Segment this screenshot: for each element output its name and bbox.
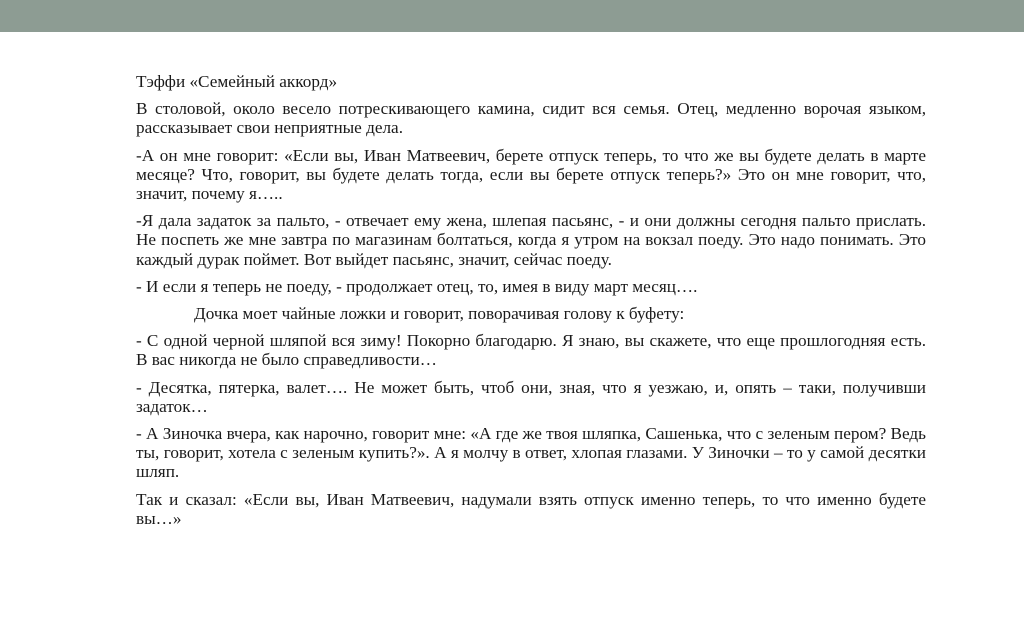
top-banner [0, 0, 1024, 32]
paragraph-4: - И если я теперь не поеду, - продолжает отец, то, имея в виду март месяц…. [136, 276, 698, 296]
document-title: Тэффи «Семейный аккорд» [136, 72, 338, 91]
paragraph-9: Так и сказал: «Если вы, Иван Матвеевич, надумали взять отпуск именно теперь, то что именно будете вы…» [136, 489, 926, 528]
paragraph-3: -Я дала задаток за пальто, - отвечает ему жена, шлепая пасьянс, - и они должны сегодня пальто прислать. Не поспеть же мне завтра по магазинам болтаться, когда я утром на вокзал поеду. Это надо понимать. Это каждый дурак поймет. Вот выйдет пасьянс, значит, сейчас поеду. [136, 211, 926, 269]
paragraph-2: -А он мне говорит: «Если вы, Иван Матвеевич, берете отпуск теперь, то что же вы будете делать в марте месяце? Что, говорит, вы будете делать тогда, если вы берете отпуск теперь?» Это он мне говорит, что, значит, почему я….. [136, 145, 926, 204]
paragraph-5: Дочка моет чайные ложки и говорит, поворачивая голову к буфету: [194, 304, 685, 324]
paragraph-8: - А Зиночка вчера, как нарочно, говорит мне: «А где же твоя шляпка, Сашенька, что с зеленым пером? Ведь ты, говорит, хотела с зеленым купить?». А я молчу в ответ, хлопая глазами. У Зиночки – то у самой десятки шляп. [136, 424, 926, 482]
paragraph-6: - С одной черной шляпой вся зиму! Покорно благодарю. Я знаю, вы скажете, что еще прошлогодняя есть. В вас никогда не было справедливости… [136, 331, 926, 370]
paragraph-7: - Десятка, пятерка, валет…. Не может быть, чтоб они, зная, что я уезжаю, и, опять – таки, получивши задаток… [136, 377, 926, 416]
document-body [136, 72, 926, 536]
paragraph-1: В столовой, около весело потрескивающего камина, сидит вся семья. Отец, медленно ворочая языком, рассказывает свои неприятные дела. [136, 99, 926, 138]
